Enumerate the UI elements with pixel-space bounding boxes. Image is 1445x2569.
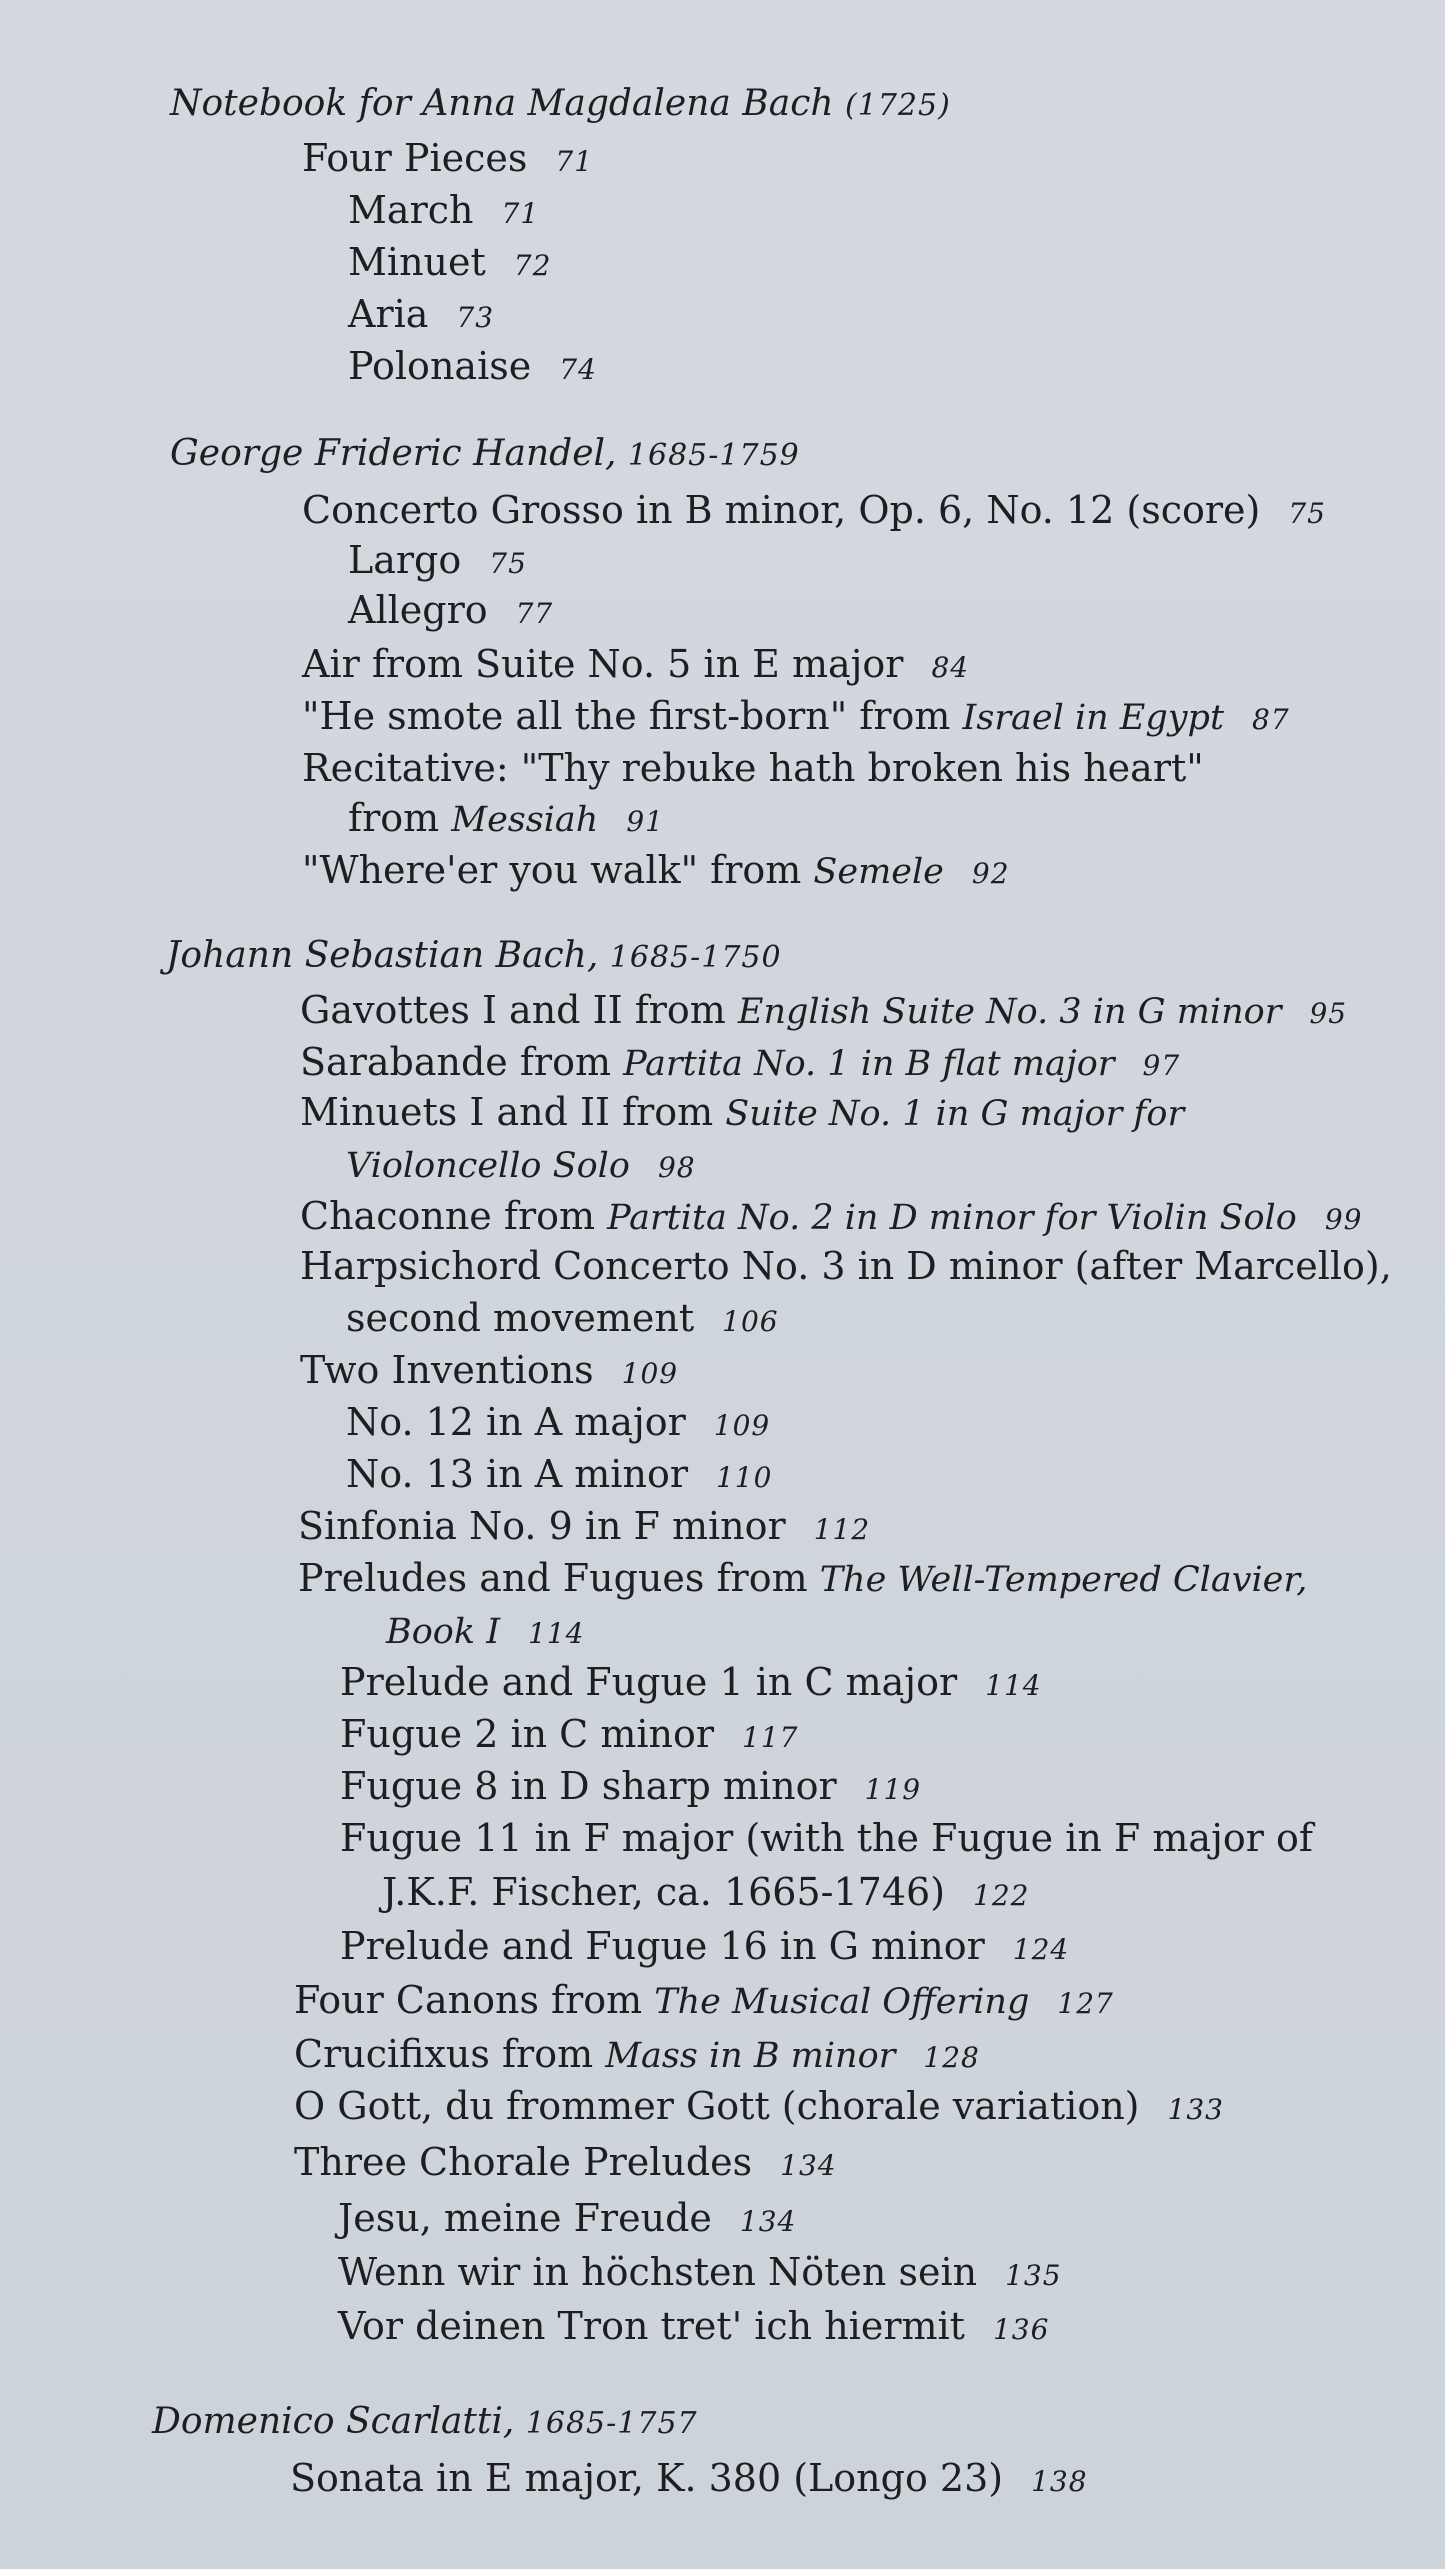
- page-number: 136: [992, 2313, 1050, 2346]
- entry-title: Concerto Grosso in B minor, Op. 6, No. 12 (score): [302, 488, 1261, 532]
- work-title: Israel in Egypt: [962, 698, 1225, 738]
- entry-title: J.K.F. Fischer, ca. 1665-1746): [382, 1870, 946, 1914]
- page-number: 99: [1324, 1203, 1363, 1236]
- composer-name: Johann Sebastian Bach,: [166, 935, 599, 976]
- entry-title: Polonaise: [348, 344, 532, 388]
- list-item: [346, 1448, 772, 1504]
- entry-title: Sarabande from: [300, 1040, 624, 1084]
- work-title: English Suite No. 3 in G minor: [737, 992, 1282, 1032]
- page-number: 119: [864, 1773, 922, 1806]
- list-item: [298, 1500, 870, 1556]
- list-item: [348, 584, 553, 640]
- list-item: [300, 1036, 1180, 1092]
- composer-dates: 1685-1757: [525, 2406, 698, 2441]
- list-item: [302, 484, 1326, 540]
- list-item: [340, 1920, 1069, 1976]
- entry-title: Gavottes I and II from: [300, 988, 738, 1032]
- entry-title: Harpsichord Concerto No. 3 in D minor (after Marcello),: [300, 1244, 1392, 1288]
- page-number: 117: [742, 1721, 799, 1754]
- page-number: 133: [1167, 2093, 1224, 2126]
- entry-title: Recitative: "Thy rebuke hath broken his heart": [302, 746, 1204, 790]
- entry-title: No. 12 in A major: [346, 1400, 686, 1444]
- entry-title: "He smote all the first-born" from: [302, 694, 963, 738]
- page-number: 127: [1057, 1987, 1114, 2020]
- entry-title: "Where'er you walk" from: [302, 848, 814, 892]
- list-item: [340, 1708, 798, 1764]
- page-number: 97: [1142, 1049, 1181, 1082]
- page-number: 77: [515, 597, 554, 630]
- list-item: [348, 792, 664, 848]
- entry-title: March: [348, 188, 474, 232]
- composer-name: George Frideric Handel,: [170, 433, 617, 474]
- list-item: [302, 690, 1290, 746]
- page-number: 74: [559, 353, 597, 386]
- list-item: [340, 1656, 1042, 1712]
- work-title: Mass in B minor: [605, 2036, 896, 2076]
- list-item: [300, 1240, 1392, 1292]
- page-number: 106: [722, 1305, 779, 1338]
- list-item: [346, 1292, 779, 1348]
- entry-title: from: [348, 796, 452, 840]
- list-item: [302, 742, 1204, 794]
- entry-title: Four Canons from: [294, 1978, 655, 2022]
- entry-title: Preludes and Fugues from: [298, 1556, 820, 1600]
- list-item: [338, 2246, 1062, 2302]
- page-number: 114: [528, 1617, 585, 1650]
- work-title: Partita No. 2 in D minor for Violin Solo: [607, 1198, 1297, 1238]
- entry-title: Four Pieces: [302, 136, 528, 180]
- page-number: 71: [501, 197, 540, 230]
- entry-title: Allegro: [348, 588, 488, 632]
- entry-title: No. 13 in A minor: [346, 1452, 688, 1496]
- page-number: 98: [657, 1151, 696, 1184]
- list-item: [338, 2192, 796, 2248]
- page-number: 91: [626, 805, 664, 838]
- entry-title: Aria: [348, 292, 429, 336]
- page-number: 134: [780, 2149, 837, 2182]
- page-number: 84: [931, 651, 970, 684]
- list-item: [300, 1344, 678, 1400]
- page-number: 135: [1005, 2259, 1062, 2292]
- list-item: [348, 534, 527, 590]
- list-item: [294, 1974, 1114, 2030]
- entry-title: O Gott, du frommer Gott (chorale variation): [294, 2084, 1140, 2128]
- composer-heading: [166, 930, 782, 984]
- list-item: [382, 1866, 1029, 1922]
- page-number: 87: [1252, 703, 1290, 736]
- page-number: 138: [1031, 2465, 1088, 2498]
- entry-title: Three Chorale Preludes: [294, 2140, 753, 2184]
- list-item: [294, 2136, 837, 2192]
- work-title: Suite No. 1 in G major for: [725, 1094, 1185, 1134]
- list-item: [338, 2300, 1049, 2356]
- page-number: 128: [923, 2041, 980, 2074]
- composer-heading: [170, 78, 951, 132]
- entry-title: Fugue 11 in F major (with the Fugue in F major of: [340, 1816, 1313, 1860]
- page-number: 73: [456, 301, 495, 334]
- composer-dates: 1685-1759: [627, 438, 800, 473]
- page-number: 92: [971, 857, 1010, 890]
- entry-title: second movement: [346, 1296, 695, 1340]
- list-item: [348, 288, 494, 344]
- page-number: 122: [973, 1879, 1030, 1912]
- entry-title: Prelude and Fugue 1 in C major: [340, 1660, 958, 1704]
- composer-heading: [170, 428, 800, 482]
- entry-title: Largo: [348, 538, 462, 582]
- page-number: 71: [555, 145, 594, 178]
- list-item: [386, 1604, 584, 1660]
- composer-name: Notebook for Anna Magdalena Bach: [170, 83, 834, 124]
- list-item: [294, 2028, 980, 2084]
- entry-title: Crucifixus from: [294, 2032, 606, 2076]
- work-title: Messiah: [451, 800, 599, 840]
- entry-title: Jesu, meine Freude: [338, 2196, 712, 2240]
- entry-title: Wenn wir in höchsten Nöten sein: [338, 2250, 978, 2294]
- list-item: [300, 1190, 1362, 1246]
- entry-title: Prelude and Fugue 16 in G minor: [340, 1924, 985, 1968]
- page-number: 95: [1309, 997, 1348, 1030]
- entry-title: Air from Suite No. 5 in E major: [302, 642, 904, 686]
- page-number: 112: [813, 1513, 871, 1546]
- entry-title: Chaconne from: [300, 1194, 608, 1238]
- list-item: [302, 844, 1010, 900]
- entry-title: Fugue 2 in C minor: [340, 1712, 715, 1756]
- entry-title: Minuet: [348, 240, 486, 284]
- work-title: Violoncello Solo: [346, 1146, 630, 1186]
- list-item: [302, 132, 593, 188]
- work-title: Partita No. 1 in B flat major: [623, 1044, 1115, 1084]
- list-item: [348, 340, 597, 396]
- work-title: Book I: [386, 1612, 501, 1652]
- list-item: [348, 184, 539, 240]
- list-item: [290, 2452, 1088, 2508]
- list-item: [300, 984, 1347, 1040]
- composer-dates: 1685-1750: [609, 940, 782, 975]
- page-number: 75: [489, 547, 527, 580]
- list-item: [302, 638, 969, 694]
- page-number: 134: [739, 2205, 797, 2238]
- work-title: The Musical Offering: [654, 1982, 1030, 2022]
- page-number: 75: [1288, 497, 1326, 530]
- composer-heading: [152, 2396, 698, 2450]
- list-item: [340, 1812, 1313, 1864]
- entry-title: Two Inventions: [300, 1348, 594, 1392]
- entry-title: Sinfonia No. 9 in F minor: [298, 1504, 786, 1548]
- page-number: 109: [621, 1357, 679, 1390]
- page-number: 124: [1012, 1933, 1070, 1966]
- page-number: 114: [985, 1669, 1042, 1702]
- entry-title: Vor deinen Tron tret' ich hiermit: [338, 2304, 965, 2348]
- page-number: 109: [713, 1409, 771, 1442]
- list-item: [298, 1552, 1307, 1606]
- list-item: [346, 1138, 696, 1194]
- list-item: [348, 236, 551, 292]
- work-title: Semele: [813, 852, 944, 892]
- entry-title: Minuets I and II from: [300, 1090, 726, 1134]
- work-title: The Well-Tempered Clavier,: [819, 1560, 1308, 1600]
- entry-title: Sonata in E major, K. 380 (Longo 23): [290, 2456, 1004, 2500]
- list-item: [340, 1760, 921, 1816]
- list-item: [346, 1396, 770, 1452]
- entry-title: Fugue 8 in D sharp minor: [340, 1764, 837, 1808]
- page-number: 72: [513, 249, 552, 282]
- page-number: 110: [715, 1461, 773, 1494]
- composer-dates: (1725): [845, 88, 951, 123]
- list-item: [294, 2080, 1224, 2136]
- list-item: [300, 1086, 1184, 1140]
- composer-name: Domenico Scarlatti,: [152, 2401, 515, 2442]
